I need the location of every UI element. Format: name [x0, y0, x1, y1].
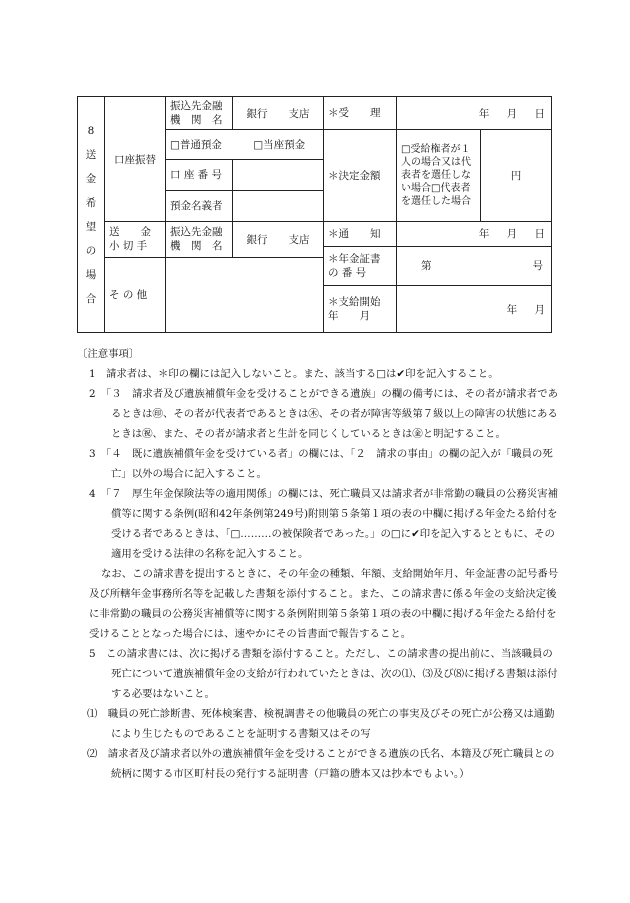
note-5: 5 この請求書には、次に掲げる書類を添付すること。ただし、この請求書の提出前に、当該職員の死亡について遺族補償年金の支給が行われていたときは、次の⑴、⑶及び⑻に掲げる書類は添付する必要はないこと。	[89, 648, 558, 700]
account-type-row	[166, 130, 324, 160]
kettei-label: ＊決定金額	[324, 130, 397, 222]
account-number-field[interactable]	[233, 160, 324, 191]
note-1: 1 請求者は、＊印の欄には記入しないこと。また、該当する□は✔印を記入すること。	[89, 368, 499, 380]
sonota-label: そ の 他	[105, 257, 166, 332]
note-5-2: ⑵ 請求者及び請求者以外の遺族補償年金を受けることができる遺族の氏名、本籍及び死亡職員との続柄に関する市区町村長の発行する証明書（戸籍の謄本又は抄本でもよい。）	[87, 748, 555, 780]
uketori-label: ＊受 理	[324, 97, 397, 130]
kettei-amount[interactable]: 円	[481, 130, 552, 222]
kettei-check[interactable]: □受給権者が１人の場合又は代表者を選任しない場合□代表者を選任した場合	[397, 130, 481, 222]
account-holder-field[interactable]	[233, 191, 324, 222]
section-label: 8 送 金 希 望 の 場 合	[78, 97, 105, 333]
note-5-1: ⑴ 職員の死亡診断書、死体検案書、検視調書その他職員の死亡の事実及びその死亡が公務又は通勤により生じたものであることを証明する書類又はその写	[87, 708, 555, 740]
remittance-table	[77, 96, 552, 333]
note-3: 3 「４ 既に遺族補償年金を受けている者」の欄には、「２ 請求の事由」の欄の記入が「職員の死亡」以外の場合に記入すること。	[89, 448, 553, 480]
tsuchi-label: ＊通 知	[324, 222, 397, 246]
toza-checkbox[interactable]: □当座預金	[253, 139, 306, 152]
uketori-date: 年 月 日	[397, 97, 552, 130]
notes-header: 〔注意事項〕	[77, 348, 140, 360]
bank-name-label: 振込先金融 機 関 名	[166, 97, 233, 130]
note-4: 4 「７ 厚生年金保険法等の適用関係」の欄には、死亡職員又は請求者が非常勤の職員の公務災害補償等に関する条例(昭和42年条例第249号)附則第５条第１項の表の中欄に掲げる年金たる給付を受ける者であるときは、「□………の被保険者であった。」の□に✔印を記入するとともに、その適用を受ける法律の名称を記入すること。	[89, 488, 558, 560]
sokin-label: 送 金 小 切 手	[105, 222, 166, 257]
sonota-field[interactable]	[166, 257, 324, 332]
bank-name-label-2: 振込先金融 機 関 名	[166, 222, 233, 257]
account-holder-label: 預金名義者	[166, 191, 233, 222]
shikyu-label: ＊支給開始 年 月	[324, 286, 397, 333]
bank-branch-field-2[interactable]: 銀行 支店	[233, 222, 324, 257]
shikyu-date: 年 月	[397, 286, 552, 333]
tsuchi-date: 年 月 日	[397, 222, 552, 246]
bank-branch-field[interactable]: 銀行 支店	[233, 97, 324, 130]
note-4-cont: なお、この請求書を提出するときに、その年金の種類、年額、支給開始年月、年金証書の記号番号及び所轄年金事務所名等を記載した書類を添付すること。また、この請求書に係る年金の支給決定後に非常勤の職員の公務災害補償等に関する条例附則第５条第１項の表の中欄に掲げる年金たる給付を受けることとなった場合には、速やかにその旨書面で報告すること。	[89, 568, 559, 640]
notes-section	[77, 344, 559, 784]
note-2: 2 「３ 請求者及び遺族補償年金を受けることができる遺族」の欄の備考には、その者が請求者であるときは㊞、その者が代表者であるときは㊍、その者が障害等級第７級以上の障害の状態にあるときは㊗、また、その者が請求者と生計を同じくしているときは㊎と明記すること。	[89, 388, 558, 440]
nenkin-label: ＊年金証書 の 番 号	[324, 246, 397, 286]
account-number-label: 口 座 番 号	[166, 160, 233, 191]
koza-furikae-label: 口座振替	[105, 97, 166, 222]
futsu-checkbox[interactable]: □普通預金	[170, 139, 222, 152]
nenkin-number[interactable]: 第 号	[397, 246, 552, 286]
